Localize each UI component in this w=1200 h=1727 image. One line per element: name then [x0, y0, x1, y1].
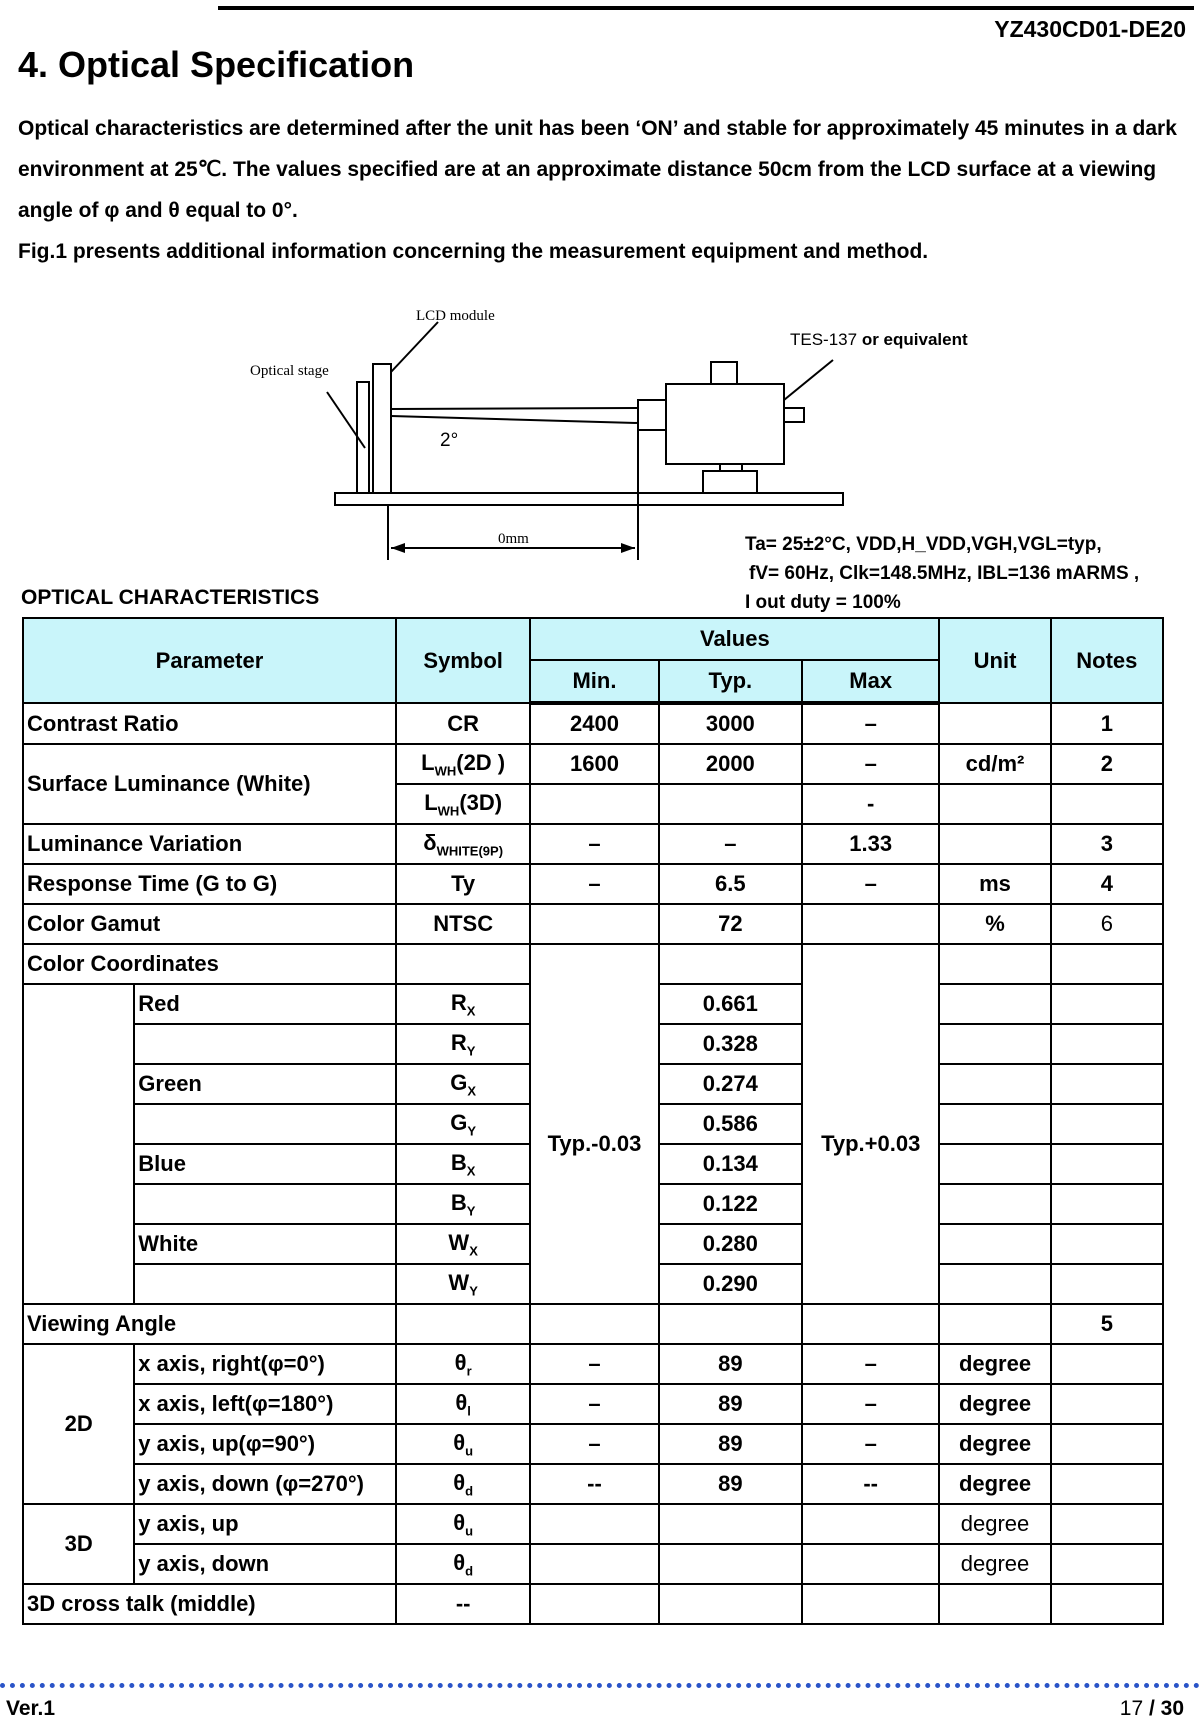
unit-cell	[939, 784, 1050, 824]
header-symbol: Symbol	[396, 618, 530, 703]
notes-cell: 2	[1051, 744, 1163, 784]
symbol-cell: $G_X$	[396, 1064, 530, 1104]
min-cell	[530, 1304, 658, 1344]
header-typ: Typ.	[659, 660, 802, 703]
min-cell	[530, 1584, 658, 1624]
typ-cell: 6.5	[659, 864, 802, 904]
min-cell	[530, 784, 658, 824]
max-cell: Typ.+0.03	[802, 984, 939, 1304]
symbol-cell	[396, 1304, 530, 1344]
symbol-cell: $L_{WH}(2D$ )	[396, 744, 530, 784]
angle-label: y axis, down (φ=270°)	[134, 1464, 396, 1504]
max-cell	[802, 944, 939, 984]
page-number	[1120, 1697, 1184, 1721]
angle-label: x axis, left(φ=180°)	[134, 1384, 396, 1424]
unit-cell	[939, 1144, 1050, 1184]
min-cell: Typ.-0.03	[530, 984, 658, 1304]
max-cell: –	[802, 1344, 939, 1384]
param-cell: Response Time (G to G)	[23, 864, 396, 904]
min-cell: –	[530, 864, 658, 904]
typ-cell	[659, 1504, 802, 1544]
max-cell: -	[802, 784, 939, 824]
typ-cell: 0.122	[659, 1184, 802, 1224]
max-cell	[802, 1544, 939, 1584]
distance-label: 0mm	[498, 531, 529, 547]
max-cell	[802, 1304, 939, 1344]
typ-cell: 0.661	[659, 984, 802, 1024]
notes-cell	[1051, 1384, 1163, 1424]
min-cell	[530, 1504, 658, 1544]
typ-cell: 89	[659, 1344, 802, 1384]
symbol-cell: $\theta_r$	[396, 1344, 530, 1384]
typ-cell: 2000	[659, 744, 802, 784]
notes-cell	[1051, 1024, 1163, 1064]
min-cell: --	[530, 1464, 658, 1504]
figure-reference: Fig.1 presents additional information concerning the measurement equipment and method.	[18, 240, 929, 263]
header-rule	[218, 6, 1194, 10]
group-cell: 2D	[23, 1344, 134, 1504]
page-current: 17	[1119, 1697, 1144, 1720]
symbol-cell: $\theta_d$	[396, 1544, 530, 1584]
condition-line: Ta= 25±2°C, VDD,H_VDD,VGH,VGL=typ,	[745, 534, 1102, 555]
coord-label: Blue	[134, 1144, 396, 1184]
equipment-suffix: or equivalent	[861, 330, 968, 349]
symbol-cell: $R_X$	[396, 984, 530, 1024]
typ-cell	[659, 1584, 802, 1624]
typ-cell: 89	[659, 1384, 802, 1424]
typ-cell: 89	[659, 1464, 802, 1504]
table-row	[23, 1544, 1163, 1584]
symbol-cell: CR	[396, 703, 530, 744]
symbol-cell: --	[396, 1584, 530, 1624]
notes-cell	[1051, 1584, 1163, 1624]
typ-cell: 89	[659, 1424, 802, 1464]
notes-cell: 3	[1051, 824, 1163, 864]
notes-cell	[1051, 944, 1163, 984]
max-cell: –	[802, 703, 939, 744]
unit-cell	[939, 1304, 1050, 1344]
notes-cell	[1051, 1464, 1163, 1504]
table-row	[23, 1504, 1163, 1544]
symbol-cell: $R_Y$	[396, 1024, 530, 1064]
table-title: OPTICAL CHARACTERISTICS	[21, 586, 320, 609]
symbol-cell: $\theta_d$	[396, 1464, 530, 1504]
notes-cell	[1051, 1104, 1163, 1144]
typ-cell: 72	[659, 904, 802, 944]
equipment-label	[790, 330, 968, 349]
header-notes: Notes	[1051, 618, 1163, 703]
table-row	[23, 744, 1163, 784]
unit-cell	[939, 1224, 1050, 1264]
angle-label: y axis, up	[134, 1504, 396, 1544]
unit-cell	[939, 1024, 1050, 1064]
coord-label	[134, 1264, 396, 1304]
coord-label: Green	[134, 1064, 396, 1104]
header-min: Min.	[530, 660, 658, 703]
table-row	[23, 944, 1163, 984]
table-row	[23, 984, 1163, 1024]
symbol-cell: $L_{WH}(3D)$	[396, 784, 530, 824]
header-max: Max	[802, 660, 939, 703]
table-row	[23, 1464, 1163, 1504]
footer-rule	[0, 1683, 1200, 1688]
min-cell	[530, 944, 658, 984]
header-values: Values	[530, 618, 939, 660]
notes-cell	[1051, 1264, 1163, 1304]
max-cell: –	[802, 864, 939, 904]
min-cell	[530, 1544, 658, 1584]
equipment-name: TES-137	[790, 330, 858, 349]
header-parameter: Parameter	[23, 618, 396, 703]
symbol-cell: $\theta_l$	[396, 1384, 530, 1424]
intro-paragraph: Optical characteristics are determined after the unit has been ‘ON’ and stable for approximately 45 minutes in a dark environment at 25℃. The values specified are at an approximate distance 50cm from the LCD surface at a viewing angle of φ and θ equal to 0°.	[18, 117, 1177, 222]
max-cell	[802, 904, 939, 944]
notes-cell	[1051, 1344, 1163, 1384]
notes-cell	[1051, 1544, 1163, 1584]
notes-cell: 4	[1051, 864, 1163, 904]
unit-cell	[939, 1184, 1050, 1224]
coord-label: White	[134, 1224, 396, 1264]
typ-cell: 3000	[659, 703, 802, 744]
document-id: YZ430CD01-DE20	[994, 16, 1186, 42]
unit-cell: degree	[939, 1464, 1050, 1504]
notes-cell: 5	[1051, 1304, 1163, 1344]
optical-characteristics-table	[22, 617, 1164, 1625]
unit-cell	[939, 944, 1050, 984]
param-cell: Color Coordinates	[23, 944, 396, 984]
max-cell: –	[802, 1424, 939, 1464]
min-cell: 2400	[530, 703, 658, 744]
min-cell: –	[530, 1424, 658, 1464]
page-total: / 30	[1148, 1697, 1184, 1720]
min-cell: 1600	[530, 744, 658, 784]
symbol-cell: $W_Y$	[396, 1264, 530, 1304]
typ-cell	[659, 944, 802, 984]
min-cell: –	[530, 1384, 658, 1424]
max-cell: 1.33	[802, 824, 939, 864]
table-row	[23, 1344, 1163, 1384]
table-row	[23, 824, 1163, 864]
typ-cell: 0.586	[659, 1104, 802, 1144]
notes-cell	[1051, 1504, 1163, 1544]
coord-label	[134, 1024, 396, 1064]
param-cell: Luminance Variation	[23, 824, 396, 864]
symbol-cell: $\theta_u$	[396, 1504, 530, 1544]
typ-cell: 0.328	[659, 1024, 802, 1064]
lcd-module-label: LCD module	[416, 308, 495, 324]
min-cell: –	[530, 1344, 658, 1384]
symbol-cell: $G_Y$	[396, 1104, 530, 1144]
notes-cell: 1	[1051, 703, 1163, 744]
unit-cell	[939, 1104, 1050, 1144]
intro-text	[18, 108, 1188, 272]
group-cell: 3D	[23, 1504, 134, 1584]
typ-cell: 0.134	[659, 1144, 802, 1184]
group-cell	[23, 984, 134, 1304]
unit-cell	[939, 1064, 1050, 1104]
unit-cell: degree	[939, 1544, 1050, 1584]
table-row	[23, 1304, 1163, 1344]
unit-cell	[939, 1264, 1050, 1304]
max-cell: –	[802, 744, 939, 784]
table-row	[23, 1584, 1163, 1624]
symbol-cell	[396, 944, 530, 984]
typ-cell: 0.274	[659, 1064, 802, 1104]
notes-cell	[1051, 784, 1163, 824]
unit-cell	[939, 703, 1050, 744]
unit-cell: cd/m²	[939, 744, 1050, 784]
optical-stage-label: Optical stage	[250, 363, 329, 379]
coord-label: Red	[134, 984, 396, 1024]
symbol-cell: $B_Y$	[396, 1184, 530, 1224]
table-row	[23, 1424, 1163, 1464]
param-cell: Color Gamut	[23, 904, 396, 944]
symbol-cell: $\theta_u$	[396, 1424, 530, 1464]
symbol-cell: $B_X$	[396, 1144, 530, 1184]
angle-label: y axis, down	[134, 1544, 396, 1584]
symbol-cell: $\delta_{WHITE(9P)}$	[396, 824, 530, 864]
angle-label: x axis, right(φ=0°)	[134, 1344, 396, 1384]
symbol-cell: NTSC	[396, 904, 530, 944]
section-title: 4. Optical Specification	[18, 44, 415, 85]
notes-cell	[1051, 1224, 1163, 1264]
max-cell: –	[802, 1384, 939, 1424]
typ-cell: –	[659, 824, 802, 864]
notes-cell	[1051, 1144, 1163, 1184]
max-cell	[802, 1504, 939, 1544]
typ-cell	[659, 1304, 802, 1344]
unit-cell: degree	[939, 1344, 1050, 1384]
typ-cell	[659, 784, 802, 824]
typ-cell: 0.290	[659, 1264, 802, 1304]
unit-cell: degree	[939, 1384, 1050, 1424]
table-row	[23, 904, 1163, 944]
param-cell: Viewing Angle	[23, 1304, 396, 1344]
table-row	[23, 703, 1163, 744]
header-unit: Unit	[939, 618, 1050, 703]
version-label: Ver.1	[6, 1697, 56, 1720]
angle-label: 2°	[440, 430, 459, 451]
table-row	[23, 1384, 1163, 1424]
symbol-cell: Ty	[396, 864, 530, 904]
symbol-cell: $W_X$	[396, 1224, 530, 1264]
unit-cell	[939, 824, 1050, 864]
coord-label	[134, 1184, 396, 1224]
test-conditions	[745, 530, 1139, 617]
condition-line: I out duty = 100%	[745, 592, 901, 613]
unit-cell: %	[939, 904, 1050, 944]
unit-cell: degree	[939, 1424, 1050, 1464]
param-cell: Contrast Ratio	[23, 703, 396, 744]
param-cell: 3D cross talk (middle)	[23, 1584, 396, 1624]
notes-cell	[1051, 1184, 1163, 1224]
unit-cell	[939, 1584, 1050, 1624]
typ-cell: 0.280	[659, 1224, 802, 1264]
min-cell	[530, 904, 658, 944]
notes-cell	[1051, 984, 1163, 1024]
angle-label: y axis, up(φ=90°)	[134, 1424, 396, 1464]
param-cell: Surface Luminance (White)	[23, 744, 396, 824]
unit-cell	[939, 984, 1050, 1024]
typ-cell	[659, 1544, 802, 1584]
max-cell	[802, 1584, 939, 1624]
notes-cell	[1051, 1424, 1163, 1464]
unit-cell: ms	[939, 864, 1050, 904]
max-cell: --	[802, 1464, 939, 1504]
min-cell: –	[530, 824, 658, 864]
coord-label	[134, 1104, 396, 1144]
notes-cell: 6	[1051, 904, 1163, 944]
unit-cell: degree	[939, 1504, 1050, 1544]
notes-cell	[1051, 1064, 1163, 1104]
condition-line: fV= 60Hz, Clk=148.5MHz, IBL=136 mARMS ,	[749, 563, 1140, 584]
table-row	[23, 864, 1163, 904]
